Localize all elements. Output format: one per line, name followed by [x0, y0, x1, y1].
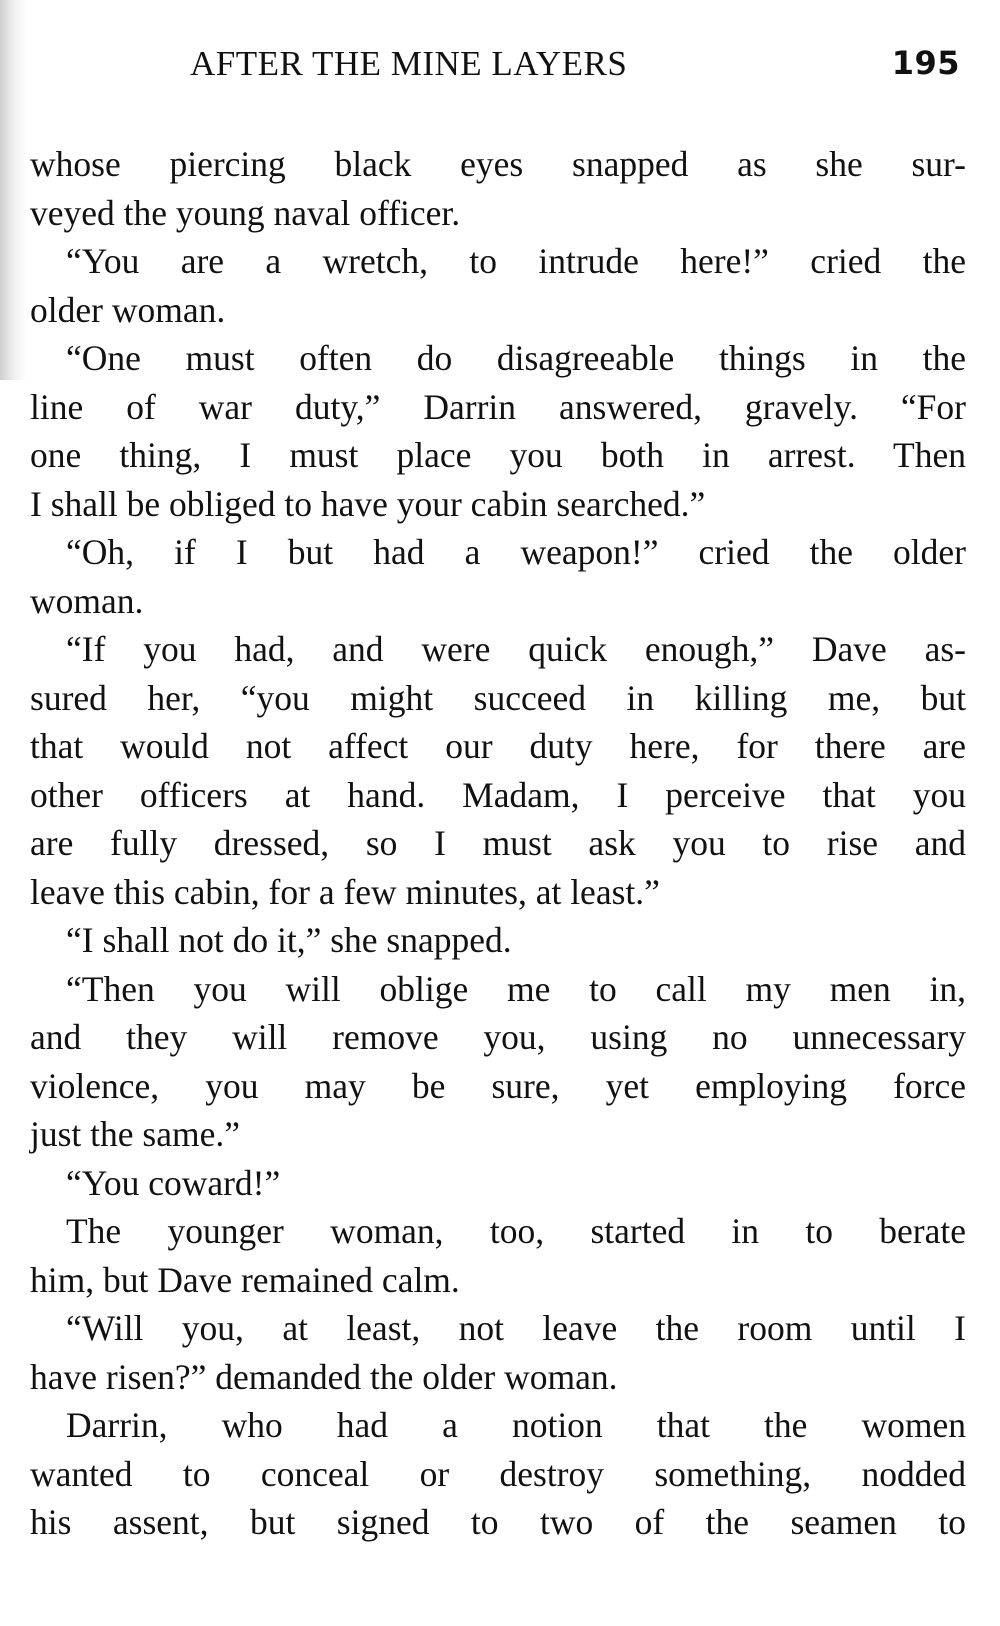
text-line: have risen?” demanded the older woman. [30, 1356, 618, 1397]
text-line: leave this cabin, for a few minutes, at least.” [30, 871, 660, 912]
text-line: The younger woman, too, started in to berate [66, 1211, 966, 1251]
text-line: whose piercing black eyes snapped as she sur- [30, 144, 966, 184]
text-line: and they will remove you, using no unnecessary [30, 1017, 966, 1057]
text-line: are fully dressed, so I must ask you to rise and [30, 823, 966, 863]
text-line: “If you had, and were quick enough,” Dave as- [66, 629, 966, 669]
text-line: that would not affect our duty here, for there are [30, 726, 966, 766]
scan-shadow [0, 0, 26, 380]
text-line: “Will you, at least, not leave the room until I [66, 1308, 966, 1348]
text-line: him, but Dave remained calm. [30, 1259, 460, 1300]
text-line: older woman. [30, 289, 226, 330]
text-line: Darrin, who had a notion that the women [66, 1405, 966, 1445]
text-line: woman. [30, 580, 144, 621]
text-line: veyed the young naval officer. [30, 192, 461, 233]
text-line: “Oh, if I but had a weapon!” cried the older [66, 532, 966, 572]
text-line: “You coward!” [66, 1162, 281, 1203]
page-number: 195 [891, 44, 960, 82]
running-title: AFTER THE MINE LAYERS [190, 44, 628, 83]
text-line: sured her, “you might succeed in killing me, but [30, 677, 966, 718]
text-line: one thing, I must place you both in arrest. Then [30, 435, 966, 475]
page-header [190, 44, 960, 94]
text-line: wanted to conceal or destroy something, nodded [30, 1453, 966, 1494]
text-line: “I shall not do it,” she snapped. [66, 920, 512, 960]
text-line: “You are a wretch, to intrude here!” cried the [66, 241, 966, 281]
text-line: line of war duty,” Darrin answered, gravely. “For [30, 386, 966, 427]
text-line: his assent, but signed to two of the seamen to [30, 1502, 966, 1542]
text-line: “Then you will oblige me to call my men in, [66, 968, 966, 1009]
text-line: just the same.” [30, 1114, 240, 1154]
text-line: “One must often do disagreeable things in the [66, 338, 966, 378]
text-line: I shall be obliged to have your cabin searched.” [30, 483, 706, 524]
body-text [30, 140, 966, 1547]
text-line: other officers at hand. Madam, I perceive that you [30, 774, 966, 815]
text-line: violence, you may be sure, yet employing force [30, 1065, 966, 1106]
